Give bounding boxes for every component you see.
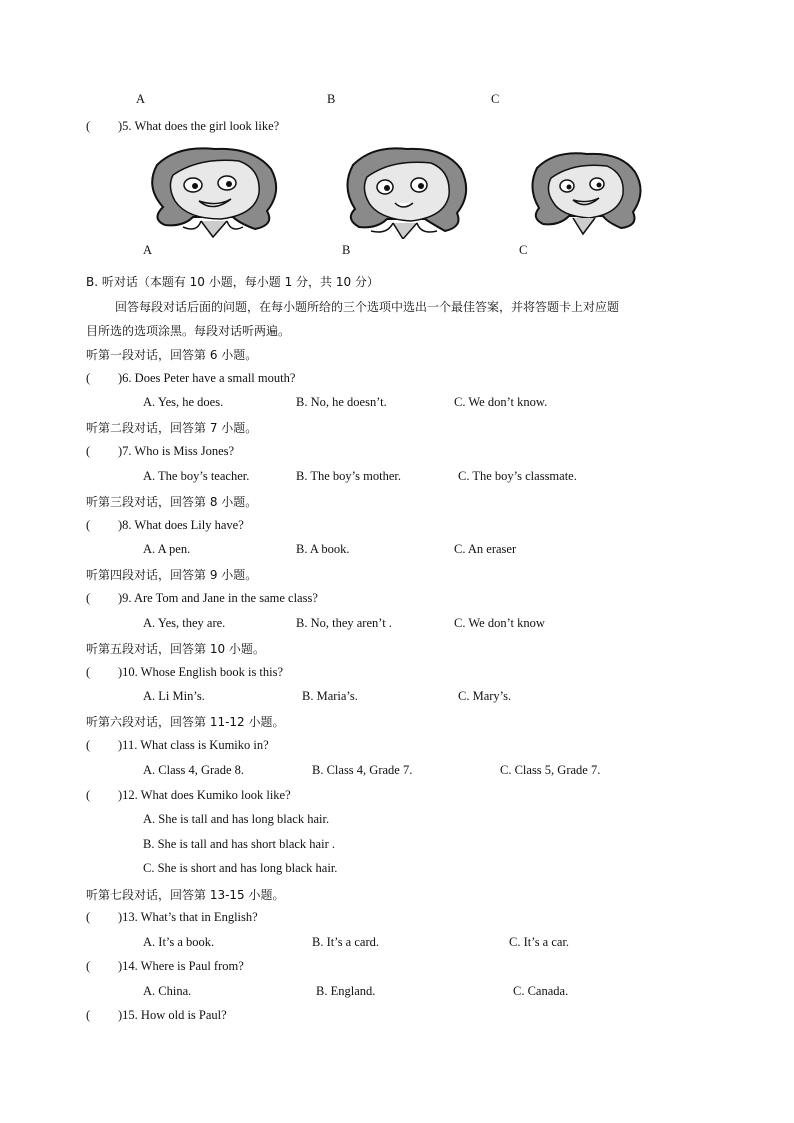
question-9: ( )9. Are Tom and Jane in the same class? <box>86 591 318 605</box>
girl-face-a-image <box>143 147 283 239</box>
q14-option-c: C. Canada. <box>513 984 569 998</box>
q6-option-a: A. Yes, he does. <box>143 395 224 409</box>
q10-option-b: B. Maria’s. <box>302 689 358 703</box>
q9-option-a: A. Yes, they are. <box>143 616 226 630</box>
dialogue-intro: 听第七段对话，回答第 13-15 小题。 <box>86 888 285 902</box>
dialogue-intro: 听第四段对话，回答第 9 小题。 <box>86 568 258 582</box>
question-11: ( )11. What class is Kumiko in? <box>86 738 269 752</box>
q10-option-c: C. Mary’s. <box>458 689 512 703</box>
question-5: ( )5. What does the girl look like? <box>86 119 280 133</box>
dialogue-intro: 听第三段对话，回答第 8 小题。 <box>86 495 258 509</box>
q11-option-b: B. Class 4, Grade 7. <box>312 763 413 777</box>
q4-option-c: C <box>491 92 500 106</box>
q4-option-b: B <box>327 92 336 106</box>
q11-option-c: C. Class 5, Grade 7. <box>500 763 601 777</box>
q5-option-b: B <box>342 243 351 257</box>
q13-option-c: C. It’s a car. <box>509 935 570 949</box>
q10-option-a: A. Li Min’s. <box>143 689 205 703</box>
q6-option-b: B. No, he doesn’t. <box>296 395 387 409</box>
q13-option-a: A. It’s a book. <box>143 935 215 949</box>
question-8: ( )8. What does Lily have? <box>86 518 244 532</box>
question-7: ( )7. Who is Miss Jones? <box>86 444 235 458</box>
q7-option-c: C. The boy’s classmate. <box>458 469 577 483</box>
section-b-instruction-2: 目所选的选项涂黑。每段对话听两遍。 <box>86 324 291 338</box>
q7-option-b: B. The boy’s mother. <box>296 469 401 483</box>
question-12: ( )12. What does Kumiko look like? <box>86 788 291 802</box>
q7-option-a: A. The boy’s teacher. <box>143 469 250 483</box>
q12-option-a: A. She is tall and has long black hair. <box>143 812 330 826</box>
q8-option-b: B. A book. <box>296 542 350 556</box>
q11-option-a: A. Class 4, Grade 8. <box>143 763 245 777</box>
q5-option-a: A <box>143 243 153 257</box>
question-10: ( )10. Whose English book is this? <box>86 665 284 679</box>
q6-option-c: C. We don’t know. <box>454 395 548 409</box>
section-b-instruction-1: 回答每段对话后面的问题，在每小题所给的三个选项中选出一个最佳答案，并将答题卡上对应题 <box>115 300 620 314</box>
section-b-heading: B. 听对话（本题有 10 小题，每小题 1 分，共 10 分） <box>86 275 379 289</box>
girl-face-b-image <box>341 147 471 239</box>
q9-option-b: B. No, they aren’t . <box>296 616 392 630</box>
dialogue-intro: 听第五段对话，回答第 10 小题。 <box>86 642 265 656</box>
q5-option-c: C <box>519 243 528 257</box>
dialogue-intro: 听第一段对话，回答第 6 小题。 <box>86 348 258 362</box>
q8-option-c: C. An eraser <box>454 542 517 556</box>
q12-option-b: B. She is tall and has short black hair . <box>143 837 335 851</box>
question-6: ( )6. Does Peter have a small mouth? <box>86 371 296 385</box>
q12-option-c: C. She is short and has long black hair. <box>143 861 338 875</box>
dialogue-intro: 听第二段对话，回答第 7 小题。 <box>86 421 258 435</box>
q14-option-b: B. England. <box>316 984 376 998</box>
q14-option-a: A. China. <box>143 984 192 998</box>
q13-option-b: B. It’s a card. <box>312 935 379 949</box>
q9-option-c: C. We don’t know <box>454 616 545 630</box>
question-15: ( )15. How old is Paul? <box>86 1008 227 1022</box>
question-14: ( )14. Where is Paul from? <box>86 959 244 973</box>
question-13: ( )13. What’s that in English? <box>86 910 258 924</box>
girl-face-c-image <box>527 152 647 236</box>
dialogue-intro: 听第六段对话，回答第 11-12 小题。 <box>86 715 285 729</box>
q4-option-a: A <box>136 92 146 106</box>
q8-option-a: A. A pen. <box>143 542 191 556</box>
